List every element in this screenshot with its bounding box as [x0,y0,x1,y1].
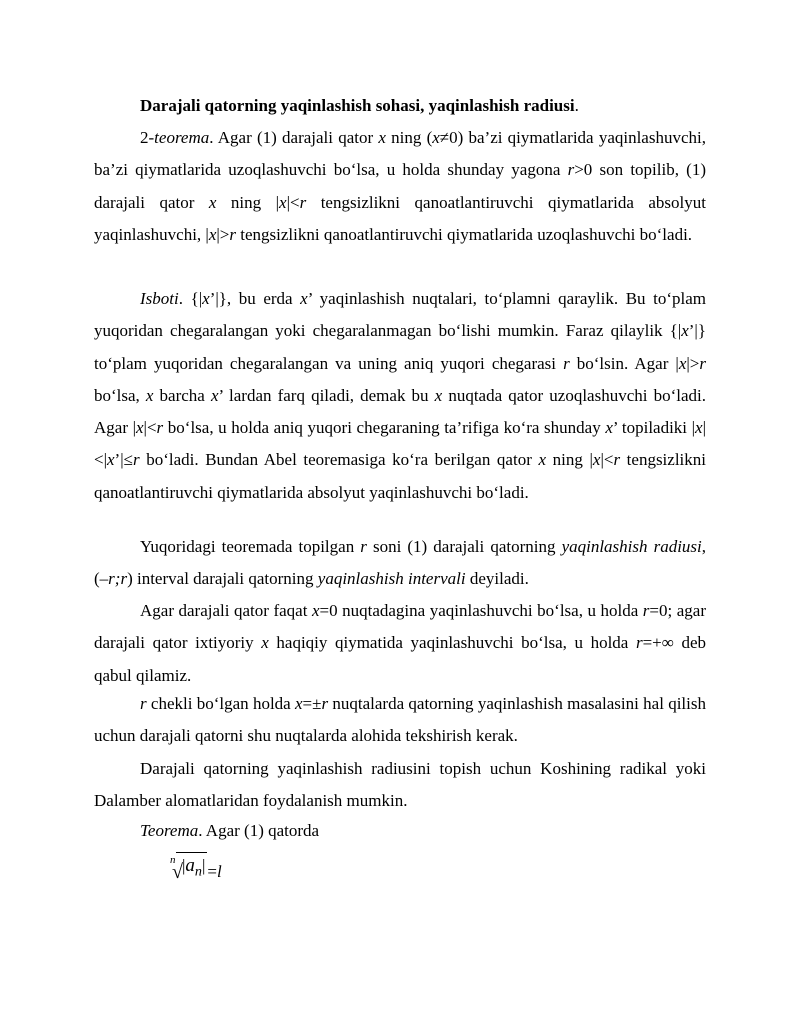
equals-sign: = [207,862,217,881]
proof-paragraph: Isboti. {|x’|}, bu erda x’ yaqinlashish nuqtalari, to‘plamni qaraylik. Bu to‘plam yuqoridan chegaralangan yoki chegaralanmagan bo‘lishi mumkin. Faraz qilaylik {|x’|} to‘plam yuqoridan chegaralangan va uning aniq yuqori chegarasi r bo‘lsin. Agar |x|>r bo‘lsa, x barcha x’ lardan farq qiladi, demak bu x nuqtada qator uzoqlashuvchi bo‘ladi. Agar |x|<r bo‘lsa, u holda aniq yuqori chegaraning ta’rifiga ko‘ra shunday x’ topiladiki |x|<|x’|≤r bo‘ladi. Bundan Abel teoremasiga ko‘ra berilgan qator x ning |x|<r tengsizlikni qanoatlantiruvchi qiymatlarida absolyut yaqinlashuvchi bo‘ladi. [94,289,706,502]
theorem-2-paragraph: 2-teorema. Agar (1) darajali qator x ning (x≠0) ba’zi qiymatlarida yaqinlashuvchi, ba’zi qiymatlarida uzoqlashuvchi bo‘lsa, u holda shunday yagona r>0 son topilib, (1) darajali qator x ning |x|<r tengsizlikni qanoatlantiruvchi qiymatlarida absolyut yaqinlashuvchi, |x|>r tengsizlikni qanoatlantiruvchi qiymatlarida uzoqlashuvchi bo‘ladi. [94,128,706,244]
theorem-paragraph: Teorema. Agar (1) qatorda [140,821,320,840]
endpoints-paragraph: r chekli bo‘lgan holda x=±r nuqtalarda qatorning yaqinlashish masalasini hal qilish uchun darajali qatorni shu nuqtalarda alohida tekshirish kerak. [94,694,706,746]
special-cases-paragraph: Agar darajali qator faqat x=0 nuqtadagina yaqinlashuvchi bo‘lsa, u holda r=0; agar darajali qator ixtiyoriy x haqiqiy qiymatida yaqinlashuvchi bo‘lsa, u holda r=+∞ deb qabul qilamiz. [94,601,707,685]
nth-root-formula [170,848,222,883]
section-heading: Darajali qatorning yaqinlashish sohasi, yaqinlashish radiusi. [140,96,579,115]
root-index: n [170,854,176,866]
heading-title: Darajali qatorning yaqinlashish sohasi, yaqinlashish radiusi [140,96,575,115]
limit-symbol: l [216,862,222,881]
radius-definition-paragraph: Yuqoridagi teoremada topilgan r soni (1) darajali qatorning yaqinlashish radiusi, (–r;r) interval darajali qatorning yaqinlashish intervali deyiladi. [94,537,707,589]
radicand: $|a_n|$ [176,852,207,880]
radical-sign [170,848,207,883]
radical-icon: √ [172,861,183,883]
methods-paragraph: Darajali qatorning yaqinlashish radiusini topish uchun Koshining radikal yoki Dalamber alomatlaridan foydalanish mumkin. [94,759,706,811]
